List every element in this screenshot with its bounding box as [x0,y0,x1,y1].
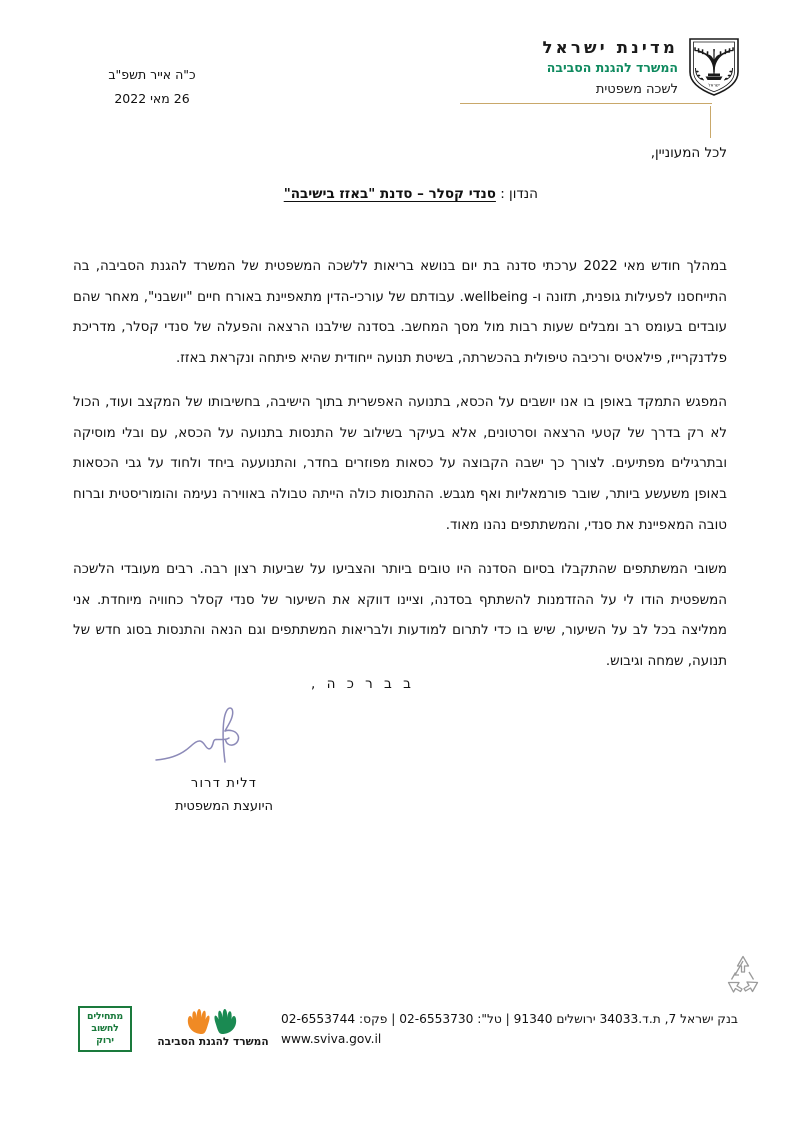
two-hands-leaf-icon [182,1005,244,1035]
date-block [72,63,232,112]
footer-address-line: בנק ישראל 7, ת.ד.34033 ירושלים 91340 | טל": 02-6553730 | פקס: 02-6553744 [281,1012,738,1026]
handwritten-signature-icon [152,700,297,772]
israel-state-emblem-menorah-icon [686,36,742,98]
footer-website[interactable]: www.sviva.gov.il [281,1032,382,1047]
hebrew-date: כ"ה אייר תשפ"ב [108,67,196,82]
think-green-line1: מתחילים [87,1011,123,1023]
footer-contact [281,1009,738,1049]
think-green-line2: לחשוב [91,1023,119,1035]
bureau-name: לשכה משפטית [595,81,678,97]
letterhead-titles [543,38,679,99]
think-green-line3: ירוק [96,1034,114,1046]
ministry-footer-logo [152,1005,274,1055]
ministry-name: המשרד להגנת הסביבה [546,59,678,75]
subject-label: הנדון : [500,186,538,202]
think-green-logo [78,1006,132,1052]
closing-greeting: ב ב ר כ ה , [311,676,415,692]
header-rule-tick [710,106,711,138]
header-divider-rule [460,103,712,104]
footer [0,1003,800,1073]
state-name: מדינת ישראל [542,38,678,57]
salutation: לכל המעוניין, [650,145,727,161]
subject-line [284,186,538,202]
body-paragraph: המפגש התמקד באופן בו אנו יושבים על הכסא, בתנועה האפשרית בתוך הישיבה, בחשיבותו של המקצב ועוד, הכול לא רק בדרך של קטעי הרצאה וסרטונים, אלא בעיקר בשילוב של התנסות בתנועה על הכסא, עם ובלי מוסיקה ובתרגילים מפתיעים. לצורך כך ישבה הקבוצה על כסאות מפוזרים בחדר, והתנועעה ביחד ולחוד על גבי הכסאות באופן משעשע ביותר, שובר פורמאליות ואף מגבש. ההתנסות כולה הייתה טבולה באווירה נעימה והומוריסטית וברוח טובה המאפיינת את סנדי, והמשתתפים נהנו מאוד. [73,395,727,533]
letter-body [73,252,727,677]
body-paragraph: במהלך חודש מאי 2022 ערכתי סדנה בת יום בנושא בריאות ללשכה המשפטית של המשרד להגנת הסביבה, בה התייחסנו לפעילות גופנית, תזונה ו- wellbeing. עבודתם של עורכי-הדין מתאפיינת באורח חיים "יושבני", מאחר שהם עובדים בעומס רב ומבלים שעות רבות מול מסך המחשב. בסדנה שילבנו הרצאה והפעלה של סנדי קסלר, מדריכת פלדנקרייז, פילאטיס ורכיבה טיפולית בהכשרתה, בשיטת תנועה ייחודית שהיא פיתחה ונקראת באזז. [73,259,728,366]
recycling-symbol-icon [722,952,764,994]
subject-text: סנדי קסלר – סדנת "באזז בישיבה" [283,186,496,202]
signer-name: דלית דרור [190,776,258,791]
gregorian-date: 26 מאי 2022 [114,91,190,107]
signature-block [104,700,344,814]
svg-text:ישראל: ישראל [708,82,720,88]
ministry-footer-label: המשרד להגנת הסביבה [157,1036,269,1048]
signer-title: היועצת המשפטית [174,799,273,814]
body-paragraph: משובי המשתתפים שהתקבלו בסיום הסדנה היו טובים ביותר והצביעו על שביעות רצון רבה. רבים מעובדי הלשכה המשפטית הודו לי על ההזדמנות להשתתף בסדנה, וציינו דווקא את השיעור של סנדי קסלר כחוויה מיוחדת. אני ממליצה בכל לב על השיעור, שיש בו כדי לתרום למודעות ולבריאות המשתתפים וגם הנאה והתנסות בסוג חדש של תנועה, שמחה וגיבוש. [73,562,727,669]
